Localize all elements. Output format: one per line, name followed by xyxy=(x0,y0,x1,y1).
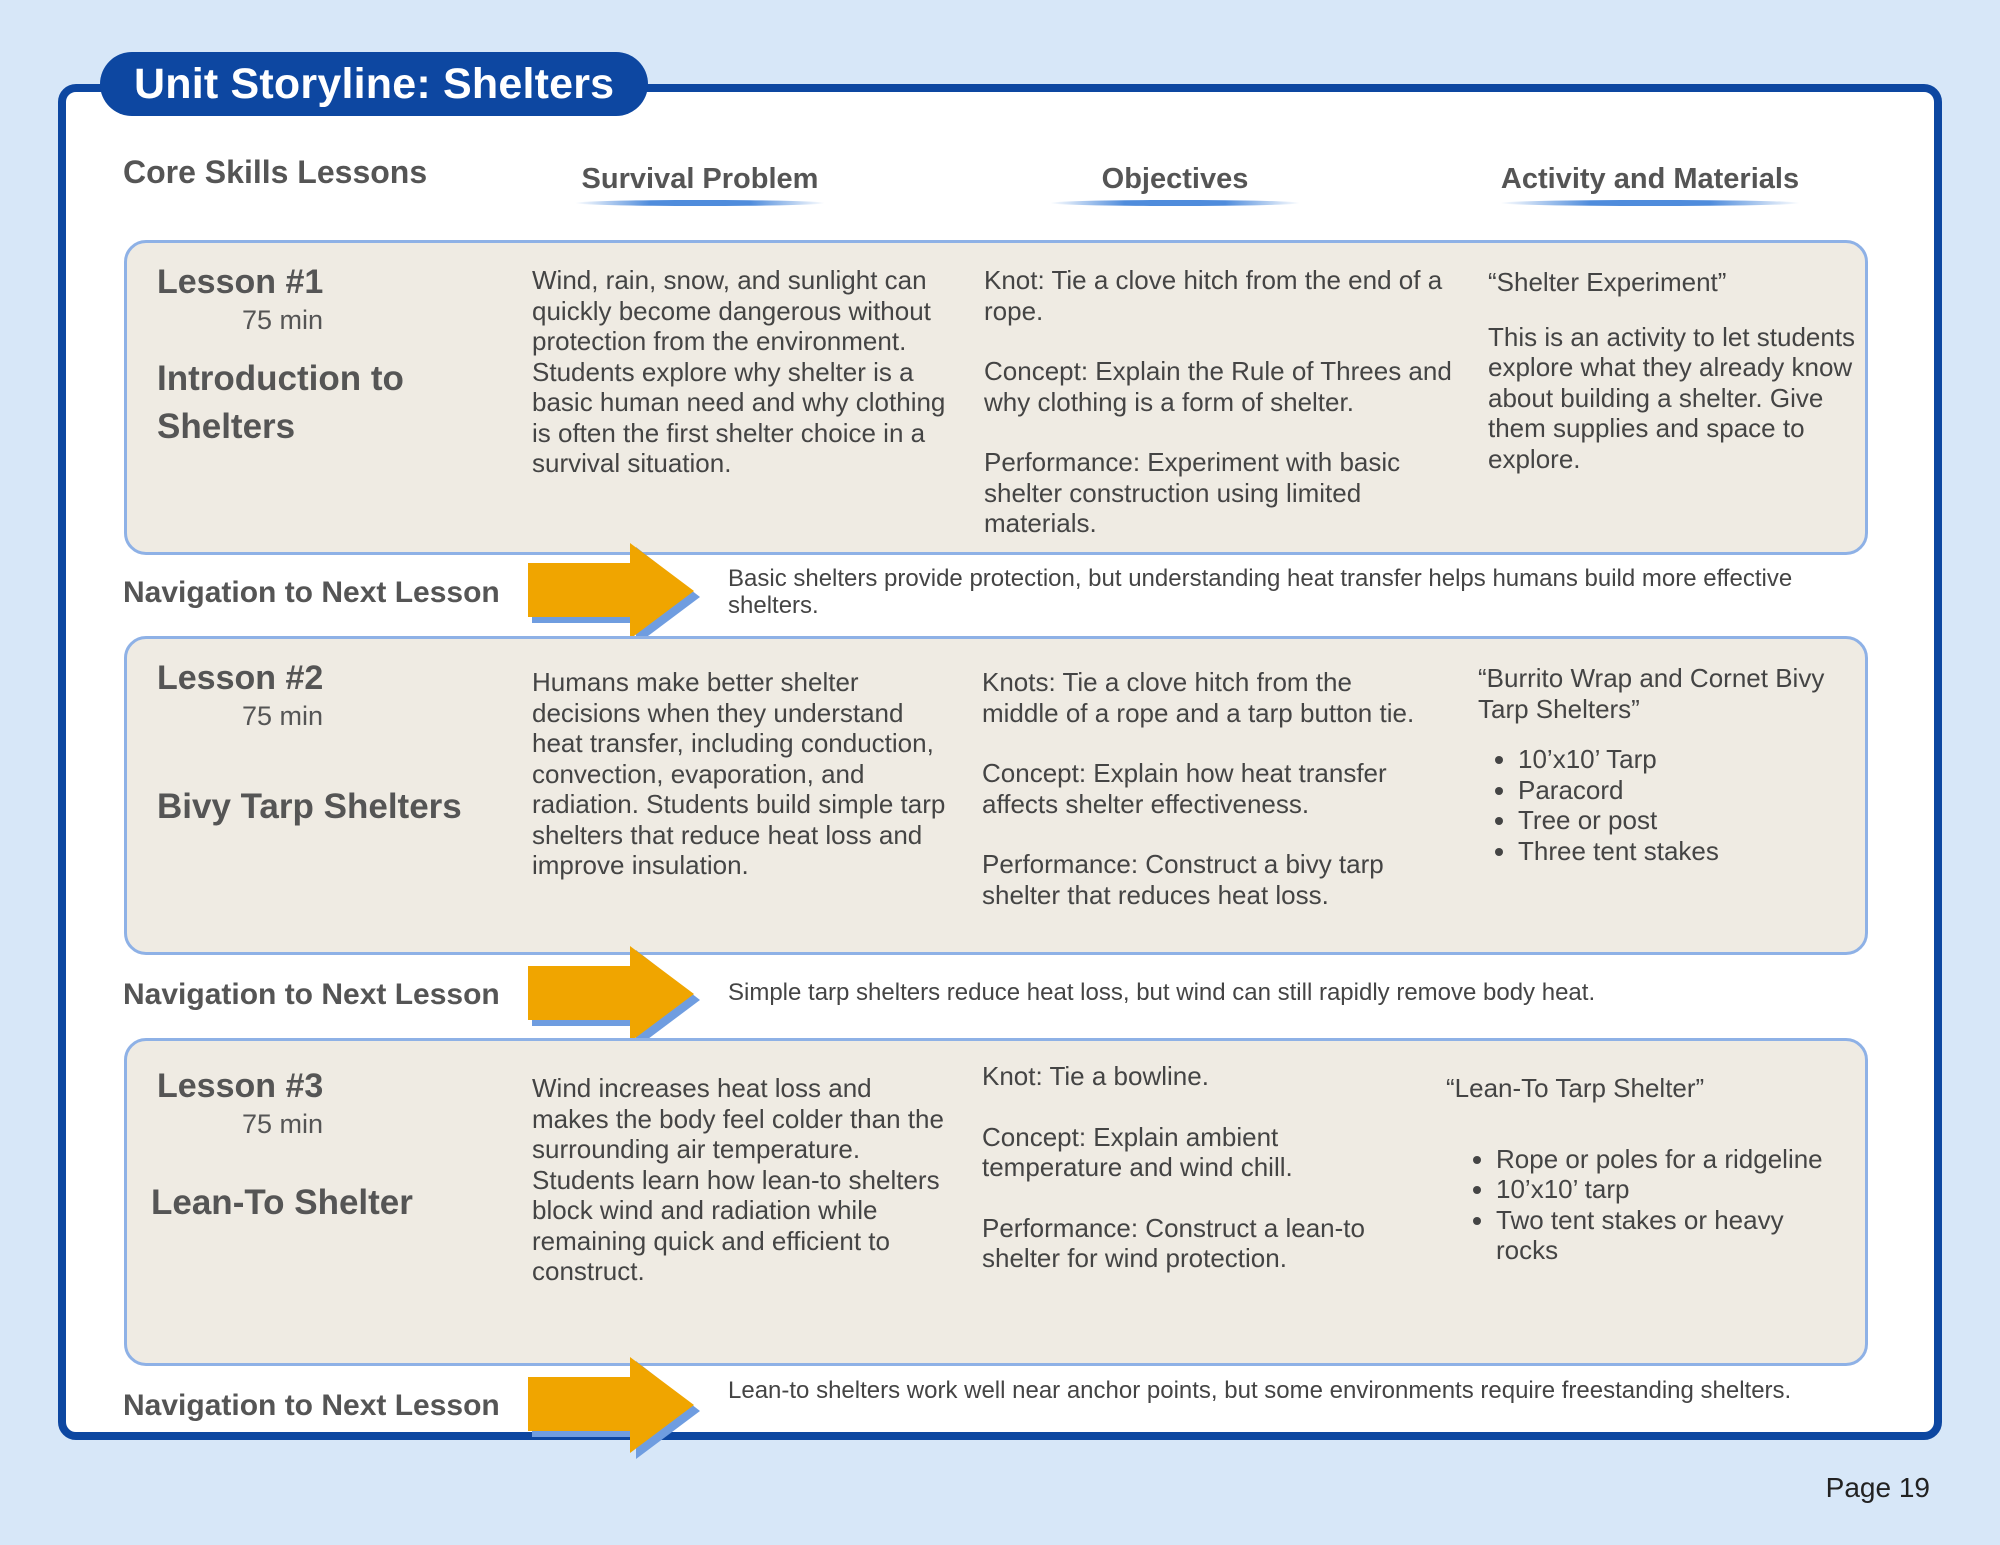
navigation-label: Navigation to Next Lesson xyxy=(123,978,500,1011)
lesson-duration: 75 min xyxy=(242,701,324,731)
core-skills-label: Core Skills Lessons xyxy=(123,154,428,190)
lesson-duration: 75 min xyxy=(242,305,324,335)
objective-knot: Knots: Tie a clove hitch from the middle of a rope and a tarp button tie. xyxy=(982,667,1415,728)
material-item: • Rope or poles for a ridgeline xyxy=(1496,1144,1836,1175)
activity-description: This is an activity to let students explore what they already know about building a shelter. Give them supplies and space to explore. xyxy=(1488,321,1856,474)
materials-list xyxy=(1446,1144,1836,1266)
column-header-activity: Activity and Materials xyxy=(1480,163,1820,206)
activity-cell xyxy=(1446,1073,1836,1266)
lesson-number: Lesson #1 xyxy=(157,263,324,301)
activity-title: “Burrito Wrap and Cornet Bivy Tarp Shelters” xyxy=(1478,663,1825,724)
materials-list xyxy=(1478,744,1838,866)
column-header-survival-problem: Survival Problem xyxy=(568,163,832,206)
navigation-label: Navigation to Next Lesson xyxy=(123,1389,500,1422)
survival-problem-text: Wind, rain, snow, and sunlight can quickly become dangerous without protection from the environment. Students explore why shelter is a basic human need and why clothing is often the first shelter choice in a survival situation. xyxy=(532,265,946,478)
navigation-label: Navigation to Next Lesson xyxy=(123,576,500,609)
lesson-duration: 75 min xyxy=(242,1109,324,1139)
material-item: • 10’x10’ tarp xyxy=(1496,1174,1836,1205)
lesson-number: Lesson #3 xyxy=(157,1067,324,1105)
lesson-title: Lean-To Shelter xyxy=(151,1183,413,1222)
material-item: • Paracord xyxy=(1518,775,1838,806)
navigation-text: Simple tarp shelters reduce heat loss, but wind can still rapidly remove body heat. xyxy=(728,979,1596,1006)
objectives-list xyxy=(984,265,1454,539)
lesson-card-3 xyxy=(124,1038,1868,1366)
activity-cell xyxy=(1488,267,1858,474)
page-number: Page 19 xyxy=(1825,1472,1930,1503)
next-lesson-arrow-icon xyxy=(526,541,706,645)
activity-title: “Shelter Experiment” xyxy=(1488,267,1727,297)
lesson-card-2 xyxy=(124,636,1868,955)
material-item: • Two tent stakes or heavy rocks xyxy=(1496,1205,1836,1266)
objectives-list xyxy=(982,1061,1412,1274)
survival-problem-text: Humans make better shelter decisions when they understand heat transfer, including conduction, convection, evaporation, and radiation. Students build simple tarp shelters that reduce heat loss and improve insulation. xyxy=(532,667,946,880)
objective-concept: Concept: Explain the Rule of Threes and why clothing is a form of shelter. xyxy=(984,356,1452,417)
activity-title: “Lean-To Tarp Shelter” xyxy=(1446,1073,1705,1103)
objective-performance: Performance: Construct a lean-to shelter for wind protection. xyxy=(982,1212,1365,1273)
lesson-card-1 xyxy=(124,240,1868,555)
activity-cell xyxy=(1478,663,1838,866)
objective-knot: Knot: Tie a bowline. xyxy=(982,1061,1209,1091)
page-title: Unit Storyline: Shelters xyxy=(100,52,648,116)
material-item: • 10’x10’ Tarp xyxy=(1518,744,1838,775)
objective-performance: Performance: Experiment with basic shelter construction using limited materials. xyxy=(984,447,1401,538)
lesson-title: Bivy Tarp Shelters xyxy=(157,787,462,826)
navigation-text: Basic shelters provide protection, but understanding heat transfer helps humans build more effective shelters. xyxy=(728,565,1793,619)
objective-concept: Concept: Explain ambient temperature and wind chill. xyxy=(982,1121,1293,1182)
next-lesson-arrow-icon xyxy=(526,1355,706,1459)
lesson-title: Introduction to Shelters xyxy=(157,359,404,446)
column-header-objectives: Objectives xyxy=(1042,163,1308,206)
lesson-number: Lesson #2 xyxy=(157,659,324,697)
objective-knot: Knot: Tie a clove hitch from the end of a rope. xyxy=(984,265,1443,326)
survival-problem-text: Wind increases heat loss and makes the body feel colder than the surrounding air temperature. Students learn how lean-to shelters block wind and radiation while remaining quick and efficient to construct. xyxy=(532,1073,944,1286)
objective-concept: Concept: Explain how heat transfer affects shelter effectiveness. xyxy=(982,758,1387,819)
objective-performance: Performance: Construct a bivy tarp shelter that reduces heat loss. xyxy=(982,849,1384,910)
material-item: • Tree or post xyxy=(1518,805,1838,836)
next-lesson-arrow-icon xyxy=(526,944,706,1048)
material-item: • Three tent stakes xyxy=(1518,836,1838,867)
objectives-list xyxy=(982,667,1432,910)
navigation-text: Lean-to shelters work well near anchor points, but some environments require freestanding shelters. xyxy=(728,1377,1792,1404)
